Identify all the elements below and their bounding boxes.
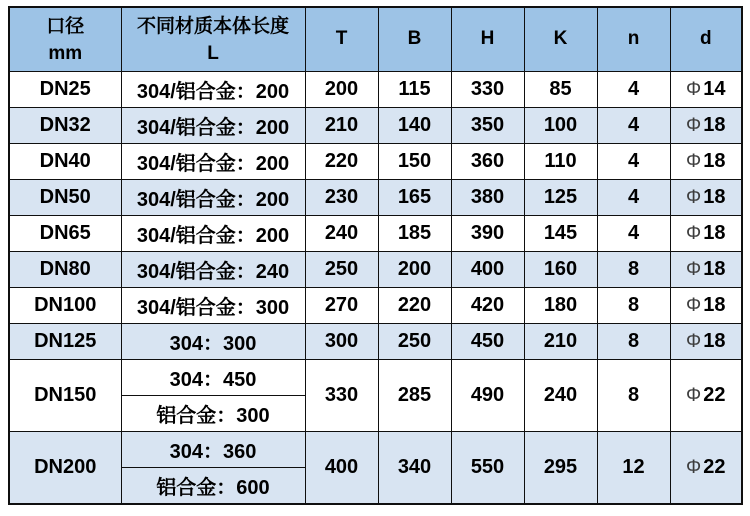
cell-d — [670, 360, 742, 432]
cell-k: 100 — [524, 108, 597, 144]
cell-h: 450 — [451, 324, 524, 360]
cell-dn: DN150 — [9, 360, 121, 432]
cell-d-value: 18 — [703, 222, 726, 244]
header-diameter — [9, 7, 121, 72]
cell-length: 304/铝合金：240 — [121, 252, 305, 288]
cell-h: 330 — [451, 72, 524, 108]
cell-dn: DN40 — [9, 144, 121, 180]
phi-symbol: Φ — [686, 115, 702, 136]
cell-n: 4 — [597, 108, 670, 144]
cell-d — [670, 432, 742, 505]
cell-d-value: 22 — [703, 456, 726, 478]
cell-dn: DN125 — [9, 324, 121, 360]
cell-dn: DN80 — [9, 252, 121, 288]
phi-symbol: Φ — [686, 223, 702, 244]
header-row — [9, 7, 742, 72]
cell-k: 110 — [524, 144, 597, 180]
cell-t: 400 — [305, 432, 378, 505]
cell-t: 210 — [305, 108, 378, 144]
cell-k: 160 — [524, 252, 597, 288]
header-diameter-line1: 口径 — [46, 15, 85, 37]
cell-b: 220 — [378, 288, 451, 324]
cell-t: 220 — [305, 144, 378, 180]
cell-d — [670, 288, 742, 324]
header-T: T — [305, 7, 378, 72]
table-row-dn32 — [9, 108, 742, 144]
cell-h: 360 — [451, 144, 524, 180]
cell-length: 304/铝合金：300 — [121, 288, 305, 324]
cell-dn: DN65 — [9, 216, 121, 252]
cell-n: 8 — [597, 252, 670, 288]
cell-k: 125 — [524, 180, 597, 216]
phi-symbol: Φ — [686, 259, 702, 280]
cell-t: 200 — [305, 72, 378, 108]
cell-h: 350 — [451, 108, 524, 144]
header-body-length-line1: 不同材质本体长度 — [136, 15, 289, 37]
phi-symbol: Φ — [686, 295, 702, 316]
cell-d — [670, 216, 742, 252]
table-row-dn125 — [9, 324, 742, 360]
header-d: d — [670, 7, 742, 72]
table-row-dn100 — [9, 288, 742, 324]
cell-length: 304：300 — [121, 324, 305, 360]
cell-h: 390 — [451, 216, 524, 252]
header-n: n — [597, 7, 670, 72]
cell-n: 4 — [597, 72, 670, 108]
cell-h: 490 — [451, 360, 524, 432]
cell-d — [670, 144, 742, 180]
header-H: H — [451, 7, 524, 72]
table-row-dn50 — [9, 180, 742, 216]
header-B: B — [378, 7, 451, 72]
phi-symbol: Φ — [686, 385, 702, 406]
cell-b: 140 — [378, 108, 451, 144]
table-row-dn200 — [9, 432, 742, 468]
header-diameter-line2: mm — [48, 42, 83, 64]
cell-d-value: 22 — [703, 384, 726, 406]
cell-dn: DN32 — [9, 108, 121, 144]
header-K: K — [524, 7, 597, 72]
phi-symbol: Φ — [686, 151, 702, 172]
cell-n: 8 — [597, 324, 670, 360]
table-row-dn25 — [9, 72, 742, 108]
cell-d-value: 18 — [703, 330, 726, 352]
cell-dn: DN50 — [9, 180, 121, 216]
cell-k: 240 — [524, 360, 597, 432]
spec-table — [8, 6, 743, 505]
cell-d-value: 18 — [703, 114, 726, 136]
cell-d-value: 18 — [703, 258, 726, 280]
header-body-length-line2: L — [207, 42, 219, 64]
cell-h: 400 — [451, 252, 524, 288]
cell-t: 330 — [305, 360, 378, 432]
cell-length: 304/铝合金：200 — [121, 216, 305, 252]
cell-t: 230 — [305, 180, 378, 216]
cell-length: 304/铝合金：200 — [121, 144, 305, 180]
cell-d — [670, 180, 742, 216]
cell-b: 185 — [378, 216, 451, 252]
cell-k: 180 — [524, 288, 597, 324]
cell-n: 8 — [597, 360, 670, 432]
cell-length: 304/铝合金：200 — [121, 72, 305, 108]
cell-h: 550 — [451, 432, 524, 505]
cell-d-value: 18 — [703, 294, 726, 316]
cell-d-value: 18 — [703, 186, 726, 208]
cell-b: 150 — [378, 144, 451, 180]
cell-t: 250 — [305, 252, 378, 288]
phi-symbol: Φ — [686, 457, 702, 478]
cell-b: 250 — [378, 324, 451, 360]
cell-d — [670, 324, 742, 360]
cell-d-value: 18 — [703, 150, 726, 172]
cell-length-304: 304：450 — [121, 360, 305, 396]
cell-length-alloy: 铝合金：600 — [121, 468, 305, 505]
cell-length: 304/铝合金：200 — [121, 108, 305, 144]
cell-n: 4 — [597, 180, 670, 216]
cell-t: 240 — [305, 216, 378, 252]
table-row-dn80 — [9, 252, 742, 288]
cell-b: 115 — [378, 72, 451, 108]
cell-d — [670, 252, 742, 288]
cell-length-304: 304：360 — [121, 432, 305, 468]
phi-symbol: Φ — [686, 331, 702, 352]
cell-t: 270 — [305, 288, 378, 324]
cell-k: 145 — [524, 216, 597, 252]
cell-n: 12 — [597, 432, 670, 505]
cell-k: 210 — [524, 324, 597, 360]
cell-k: 85 — [524, 72, 597, 108]
table-row-dn65 — [9, 216, 742, 252]
cell-length: 304/铝合金：200 — [121, 180, 305, 216]
cell-k: 295 — [524, 432, 597, 505]
cell-d — [670, 72, 742, 108]
cell-n: 4 — [597, 216, 670, 252]
cell-b: 340 — [378, 432, 451, 505]
cell-length-alloy: 铝合金：300 — [121, 396, 305, 432]
table-row-dn40 — [9, 144, 742, 180]
cell-dn: DN200 — [9, 432, 121, 505]
cell-b: 200 — [378, 252, 451, 288]
cell-n: 4 — [597, 144, 670, 180]
cell-dn: DN100 — [9, 288, 121, 324]
phi-symbol: Φ — [686, 187, 702, 208]
cell-d-value: 14 — [703, 78, 726, 100]
cell-b: 285 — [378, 360, 451, 432]
cell-n: 8 — [597, 288, 670, 324]
table-row-dn150 — [9, 360, 742, 396]
cell-b: 165 — [378, 180, 451, 216]
phi-symbol: Φ — [686, 79, 702, 100]
cell-h: 420 — [451, 288, 524, 324]
header-body-length — [121, 7, 305, 72]
cell-t: 300 — [305, 324, 378, 360]
cell-dn: DN25 — [9, 72, 121, 108]
cell-d — [670, 108, 742, 144]
cell-h: 380 — [451, 180, 524, 216]
